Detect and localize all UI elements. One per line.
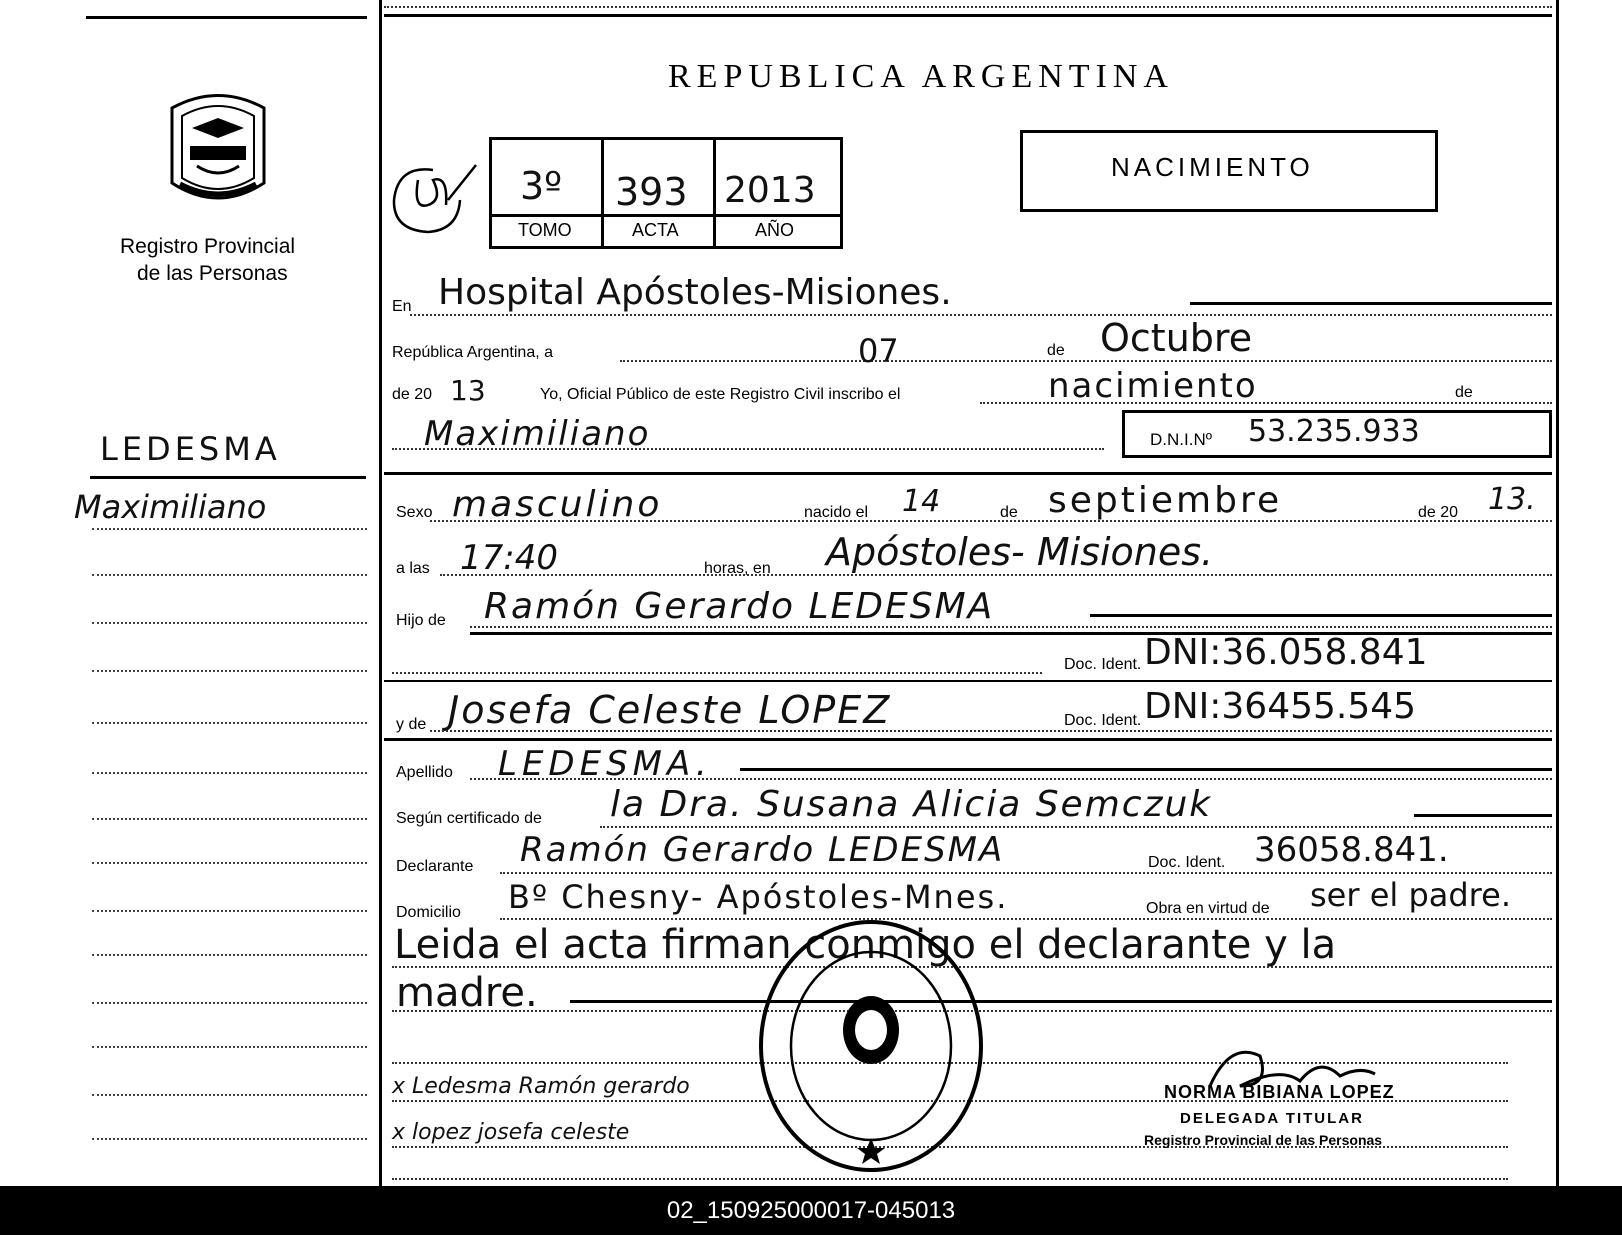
de-label-2: de bbox=[1455, 384, 1473, 401]
signature-line bbox=[392, 1178, 1508, 1180]
document-id-footer: 02_150925000017-045013 bbox=[0, 1186, 1622, 1235]
margin-line bbox=[92, 1046, 367, 1048]
mother-doc-label: Doc. Ident. bbox=[1064, 712, 1142, 729]
row-dots bbox=[392, 672, 1042, 674]
father-doc: DNI:36.058.841 bbox=[1144, 632, 1428, 673]
table-divider bbox=[713, 137, 716, 249]
child-name: Maximiliano bbox=[424, 414, 651, 454]
registry-name-line1: Registro Provincial bbox=[120, 235, 296, 258]
provincial-seal-icon bbox=[162, 88, 274, 208]
mother-doc: DNI:36455.545 bbox=[1144, 686, 1417, 727]
margin-surname: LEDESMA bbox=[100, 430, 281, 468]
year-prefix: de 20 bbox=[392, 386, 433, 403]
segun-value: la Dra. Susana Alicia Semczuk bbox=[610, 784, 1213, 825]
declarante-doc: 36058.841. bbox=[1254, 830, 1449, 870]
record-type: NACIMIENTO bbox=[1111, 152, 1314, 182]
official-office: Registro Provincial de las Personas bbox=[1144, 1132, 1383, 1148]
anio-label: AÑO bbox=[755, 220, 795, 240]
acta-label: ACTA bbox=[632, 220, 679, 240]
row-rule bbox=[1090, 614, 1552, 617]
official-name: NORMA BIBIANA LOPEZ bbox=[1164, 1082, 1395, 1102]
apellido-value: LEDESMA. bbox=[498, 744, 712, 784]
obra-value: ser el padre. bbox=[1310, 876, 1511, 914]
hijo-label: Hijo de bbox=[396, 612, 446, 629]
table-label-rule bbox=[489, 214, 843, 217]
alas-label: a las bbox=[396, 560, 430, 577]
time-value: 17:40 bbox=[460, 538, 558, 578]
margin-line bbox=[92, 722, 367, 724]
margin-given-name: Maximiliano bbox=[74, 488, 267, 526]
row-rule bbox=[384, 738, 1552, 741]
margin-line bbox=[92, 528, 367, 530]
yde-label: y de bbox=[396, 716, 427, 733]
row-dots bbox=[470, 778, 1552, 780]
father-name: Ramón Gerardo LEDESMA bbox=[484, 586, 995, 627]
row-dots bbox=[440, 574, 1552, 576]
mother-name: Josefa Celeste LOPEZ bbox=[448, 688, 892, 732]
margin-line bbox=[92, 772, 367, 774]
row-dots bbox=[392, 448, 1104, 450]
place-value: Apóstoles- Misiones. bbox=[826, 530, 1214, 574]
sexo-label: Sexo bbox=[396, 504, 433, 521]
birth-de: de bbox=[1000, 504, 1018, 521]
obra-label: Obra en virtud de bbox=[1146, 900, 1270, 917]
yo-label: Yo, Oficial Público de este Registro Civil inscribo el bbox=[540, 386, 901, 403]
apellido-label: Apellido bbox=[396, 764, 453, 781]
top-dotted-rule bbox=[384, 6, 1552, 8]
doc-label: Doc. Ident. bbox=[1064, 656, 1142, 673]
row-dots bbox=[430, 730, 1552, 732]
year-value: 13 bbox=[450, 374, 486, 407]
de-label: de bbox=[1047, 342, 1065, 359]
declarante-value: Ramón Gerardo LEDESMA bbox=[520, 830, 1005, 870]
left-top-rule bbox=[86, 16, 367, 19]
row-dots bbox=[600, 826, 1552, 828]
margin-line bbox=[92, 574, 367, 576]
initials-mark-icon bbox=[388, 160, 480, 240]
margin-surname-rule bbox=[90, 476, 366, 479]
margin-line bbox=[92, 670, 367, 672]
official-title: DELEGADA TITULAR bbox=[1180, 1110, 1364, 1127]
anio-value: 2013 bbox=[724, 170, 816, 211]
birth-day: 14 bbox=[902, 484, 941, 519]
row-rule bbox=[1414, 814, 1552, 817]
margin-line bbox=[92, 910, 367, 912]
margin-line bbox=[92, 818, 367, 820]
row-dots bbox=[500, 872, 1552, 874]
segun-label: Según certificado de bbox=[396, 810, 542, 827]
declarante-label: Declarante bbox=[396, 858, 474, 875]
tomo-value: 3º bbox=[520, 164, 563, 208]
sexo-value: masculino bbox=[452, 484, 663, 525]
frame-left-border bbox=[379, 0, 382, 1186]
birth-month: septiembre bbox=[1048, 480, 1283, 521]
en-value: Hospital Apóstoles-Misiones. bbox=[438, 272, 952, 313]
registry-name-line2: de las Personas bbox=[137, 262, 288, 285]
month-value: Octubre bbox=[1100, 316, 1253, 360]
row-rule bbox=[570, 1000, 1552, 1003]
top-rule bbox=[384, 14, 1552, 17]
row-rule bbox=[1190, 302, 1552, 305]
closing-note-line1: Leida el acta firman conmigo el declarante y la bbox=[394, 922, 1337, 968]
acta-value: 393 bbox=[615, 170, 688, 214]
nacido-label: nacido el bbox=[804, 504, 869, 521]
row-rule bbox=[740, 768, 1552, 771]
mother-signature: x lopez josefa celeste bbox=[392, 1120, 630, 1145]
closing-note-line2: madre. bbox=[396, 970, 538, 1016]
country-title: REPUBLICA ARGENTINA bbox=[668, 58, 1174, 95]
margin-line bbox=[92, 954, 367, 956]
table-divider bbox=[601, 137, 604, 249]
row-dots bbox=[470, 626, 1552, 628]
margin-line bbox=[92, 1138, 367, 1140]
margin-line bbox=[92, 1002, 367, 1004]
domicilio-value: Bº Chesny- Apóstoles-Mnes. bbox=[508, 878, 1009, 916]
domicilio-label: Domicilio bbox=[396, 904, 461, 921]
en-label: En bbox=[392, 298, 412, 315]
official-stamp-icon bbox=[756, 918, 986, 1174]
republica-label: República Argentina, a bbox=[392, 344, 553, 361]
row-dots bbox=[980, 402, 1552, 404]
margin-line bbox=[92, 1094, 367, 1096]
row-dots bbox=[620, 360, 1552, 362]
row-dots bbox=[410, 314, 1552, 316]
dni-value: 53.235.933 bbox=[1248, 414, 1420, 449]
dni-label: D.N.I.Nº bbox=[1150, 430, 1212, 449]
margin-line bbox=[92, 622, 367, 624]
declarante-doc-label: Doc. Ident. bbox=[1148, 854, 1226, 871]
section-rule bbox=[384, 472, 1552, 475]
declarant-signature: x Ledesma Ramón gerardo bbox=[392, 1074, 690, 1099]
inscribo-value: nacimiento bbox=[1048, 366, 1258, 406]
birth-year: 13. bbox=[1488, 482, 1536, 517]
section-rule bbox=[384, 680, 1552, 682]
day-value: 07 bbox=[858, 332, 899, 370]
margin-line bbox=[92, 862, 367, 864]
row-dots bbox=[500, 918, 1552, 920]
row-dots bbox=[430, 520, 1552, 522]
horas-label: horas, en bbox=[704, 560, 771, 577]
tomo-label: TOMO bbox=[518, 220, 572, 240]
frame-right-border bbox=[1556, 0, 1559, 1186]
birth-year-prefix: de 20 bbox=[1418, 504, 1459, 521]
